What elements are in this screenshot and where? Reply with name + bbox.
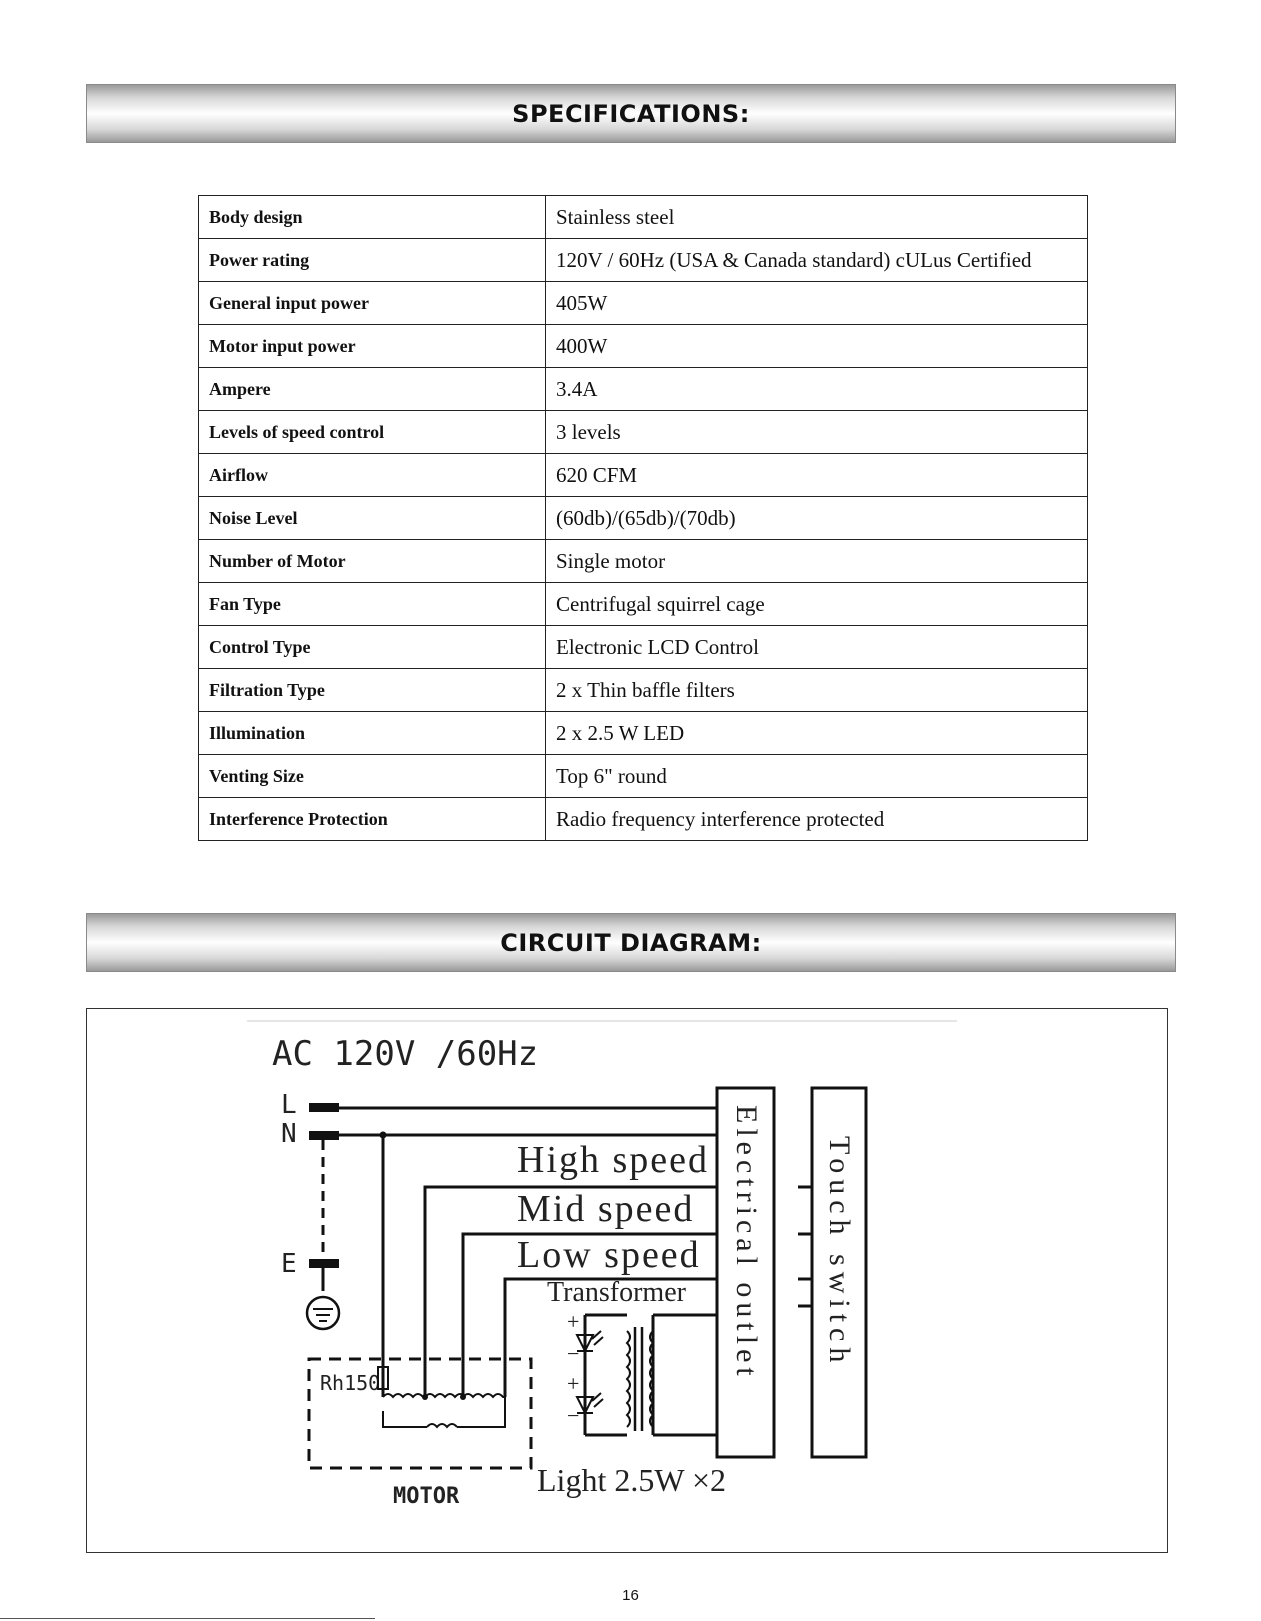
transformer-label: Transformer [547,1277,686,1308]
specifications-title: SPECIFICATIONS: [512,99,750,128]
spec-label: Illumination [199,712,546,755]
n-terminal-block [309,1131,339,1140]
spec-row [199,497,1088,540]
motor-windings [383,1394,505,1427]
spec-label: Body design [199,196,546,239]
spec-row [199,411,1088,454]
spec-label: Power rating [199,239,546,282]
motor-label: MOTOR [393,1484,460,1509]
e-terminal-block [309,1259,339,1268]
led-plus-2: + [567,1371,580,1396]
spec-label: Levels of speed control [199,411,546,454]
circuit-diagram-title: CIRCUIT DIAGRAM: [500,928,762,957]
spec-value: (60db)/(65db)/(70db) [546,497,1088,540]
spec-value: Electronic LCD Control [546,626,1088,669]
spec-label: Airflow [199,454,546,497]
led-plus-1: + [567,1309,580,1334]
spec-label: Venting Size [199,755,546,798]
spec-value: 2 x Thin baffle filters [546,669,1088,712]
terminal-l: L [281,1090,297,1120]
spec-value: 620 CFM [546,454,1088,497]
led-minus-2: − [567,1403,580,1428]
spec-row [199,325,1088,368]
low-speed-label: Low speed [517,1234,701,1276]
spec-row [199,798,1088,841]
spec-label: Fan Type [199,583,546,626]
page-number: 16 [622,1587,639,1604]
spec-value: Single motor [546,540,1088,583]
terminal-n: N [281,1119,297,1149]
specifications-banner [86,84,1176,143]
spec-label: Motor input power [199,325,546,368]
spec-label: Ampere [199,368,546,411]
spec-value: 405W [546,282,1088,325]
spec-row [199,669,1088,712]
spec-row [199,626,1088,669]
spec-row [199,239,1088,282]
spec-value: 3.4A [546,368,1088,411]
spec-value: 120V / 60Hz (USA & Canada standard) cULus Certified [546,239,1088,282]
light-label: Light 2.5W ×2 [537,1462,726,1498]
led-symbols [577,1327,603,1413]
spec-value: Top 6" round [546,755,1088,798]
circuit-diagram [86,1008,1168,1553]
footer-rule [0,1618,375,1619]
spec-label: Filtration Type [199,669,546,712]
spec-row [199,583,1088,626]
spec-row [199,282,1088,325]
resistor-label: Rh150 [320,1371,381,1395]
spec-row [199,755,1088,798]
spec-row [199,712,1088,755]
spec-value: Radio frequency interference protected [546,798,1088,841]
specifications-table [198,195,1088,841]
spec-value: Centrifugal squirrel cage [546,583,1088,626]
mid-speed-label: Mid speed [517,1188,695,1230]
spec-label: Number of Motor [199,540,546,583]
spec-value: 400W [546,325,1088,368]
high-speed-label: High speed [517,1139,710,1181]
terminal-e: E [281,1249,297,1279]
spec-value: 2 x 2.5 W LED [546,712,1088,755]
circuit-diagram-banner [86,913,1176,972]
spec-label: Noise Level [199,497,546,540]
l-terminal-block [309,1103,339,1112]
spec-row [199,196,1088,239]
transformer-symbol [627,1327,653,1431]
touch-switch-label: Touch switch [823,1136,856,1369]
ground-symbol [307,1297,339,1329]
spec-row [199,454,1088,497]
led-minus-1: − [567,1341,580,1366]
spec-value: 3 levels [546,411,1088,454]
spec-label: General input power [199,282,546,325]
spec-value: Stainless steel [546,196,1088,239]
supply-label: AC 120V /60Hz [272,1034,539,1074]
spec-row [199,540,1088,583]
electrical-outlet-label: Electrical outlet [730,1105,763,1381]
spec-row [199,368,1088,411]
circuit-diagram-svg [87,1009,1167,1552]
spec-label: Control Type [199,626,546,669]
spec-label: Interference Protection [199,798,546,841]
